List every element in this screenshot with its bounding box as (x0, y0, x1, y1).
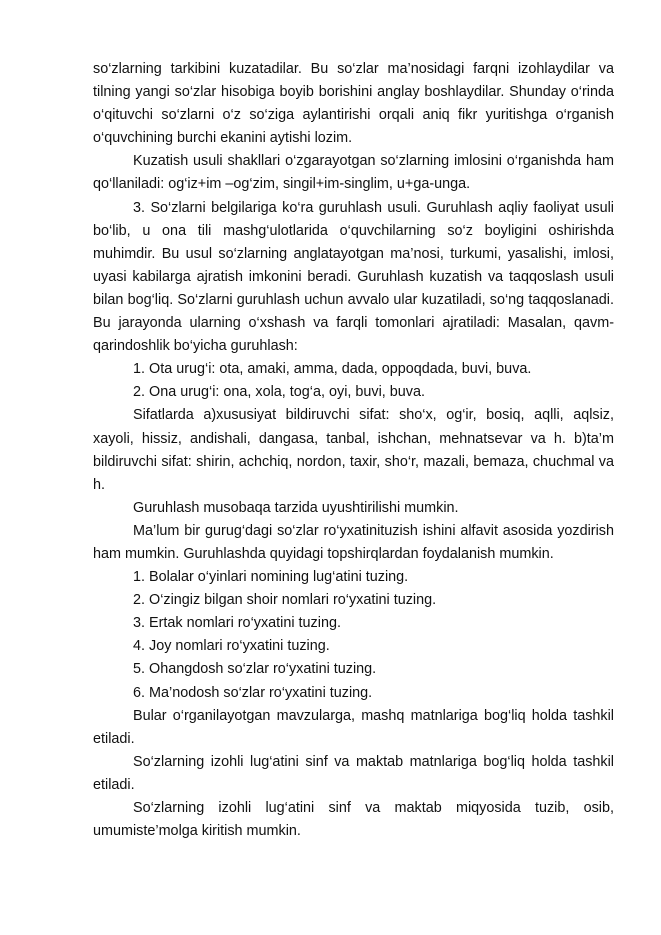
task-item-6: 6. Ma’nodosh so‘zlar ro‘yxatini tuzing. (133, 684, 373, 701)
paragraph-adjectives: Sifatlarda a)xususiyat bildiruvchi sifat: sho‘x, og‘ir, bosiq, aqlli, aqlsiz, xayoli, hissiz, andishali, dangasa, tanbal, ishchan, mehnatsevar va h. b)ta’m bildiruvchi sifat: shirin, achchiq, nordon, taxir, sho‘r, mazali, bemaza, chuchmal va h. (93, 407, 614, 493)
paragraph-topics: Bular o‘rganilayotgan mavzularga, mashq matnlariga bog‘liq holda tashkil etiladi. (93, 707, 614, 747)
task-item-5: 5. Ohangdosh so‘zlar ro‘yxatini tuzing. (133, 661, 377, 678)
paragraph-dictionary-texts: So‘zlarning izohli lug‘atini sinf va maktab matnlariga bog‘liq holda tashkil etiladi. (93, 753, 614, 793)
paragraph-grouping-method: 3. So‘zlarni belgilariga ko‘ra guruhlash usuli. Guruhlash aqliy faoliyat usuli bo‘lib, u ona tili mashg‘ulotlarida o‘quvchilarning so‘z boyligini oshirishda muhimdir. Bu usul so‘zlarning anglatayotgan ma’nosi, turkumi, yasalishi, imlosi, uyasi kabilarga ajratish imkonini beradi. Guruhlash kuzatish va taqqoslash usuli bilan bog‘liq. So‘zlarni guruhlash uchun avvalo ular kuzatiladi, so‘ng taqqoslanadi. Bu jarayonda ularning o‘xshash va farqli tomonlari ajratiladi: Masalan, qavm-qarindoshlik bo‘yicha guruhlash: (93, 199, 614, 355)
task-item-2: 2. O‘zingiz bilgan shoir nomlari ro‘yxatini tuzing. (133, 592, 437, 609)
paragraph-competition: Guruhlash musobaqa tarzida uyushtirilishi mumkin. (133, 499, 459, 516)
task-item-1: 1. Bolalar o‘yinlari nomining lug‘atini tuzing. (133, 569, 409, 586)
paragraph-intro-continuation: so‘zlarning tarkibini kuzatadilar. Bu so‘zlar ma’nosidagi farqni izohlaydilar va tilning yangi so‘zlar hisobiga boyib borishini anglay boshlaydilar. Shunday o‘rinda o‘qituvchi so‘zlarni o‘z so‘ziga aylantirishi orqali aniq fikr yuritishga o‘rganish o‘quvchining burchi ekanini aytishi lozim. (93, 61, 614, 147)
list-item-father-kin: 1. Ota urug‘i: ota, amaki, amma, dada, oppoqdada, buvi, buva. (133, 361, 532, 378)
list-item-mother-kin: 2. Ona urug‘i: ona, xola, tog‘a, oyi, buvi, buva. (133, 384, 425, 401)
task-item-4: 4. Joy nomlari ro‘yxatini tuzing. (133, 638, 330, 655)
paragraph-alphabet-list: Ma’lum bir gurug‘dagi so‘zlar ro‘yxatinituzish ishini alfavit asosida yozdirish ham mumkin. Guruhlashda quyidagi topshirqlardan foydalanish mumkin. (93, 522, 614, 562)
paragraph-spelling-usage: Kuzatish usuli shakllari o‘zgarayotgan so‘zlarning imlosini o‘rganishda ham qo‘llaniladi: og‘iz+im –og‘zim, singil+im-singlim, u+ga-unga. (93, 153, 614, 193)
document-page (93, 58, 614, 843)
task-item-3: 3. Ertak nomlari ro‘yxatini tuzing. (133, 615, 341, 632)
paragraph-dictionary-school: So‘zlarning izohli lug‘atini sinf va maktab miqyosida tuzib, osib, umumiste’molga kiritish mumkin. (93, 800, 614, 840)
